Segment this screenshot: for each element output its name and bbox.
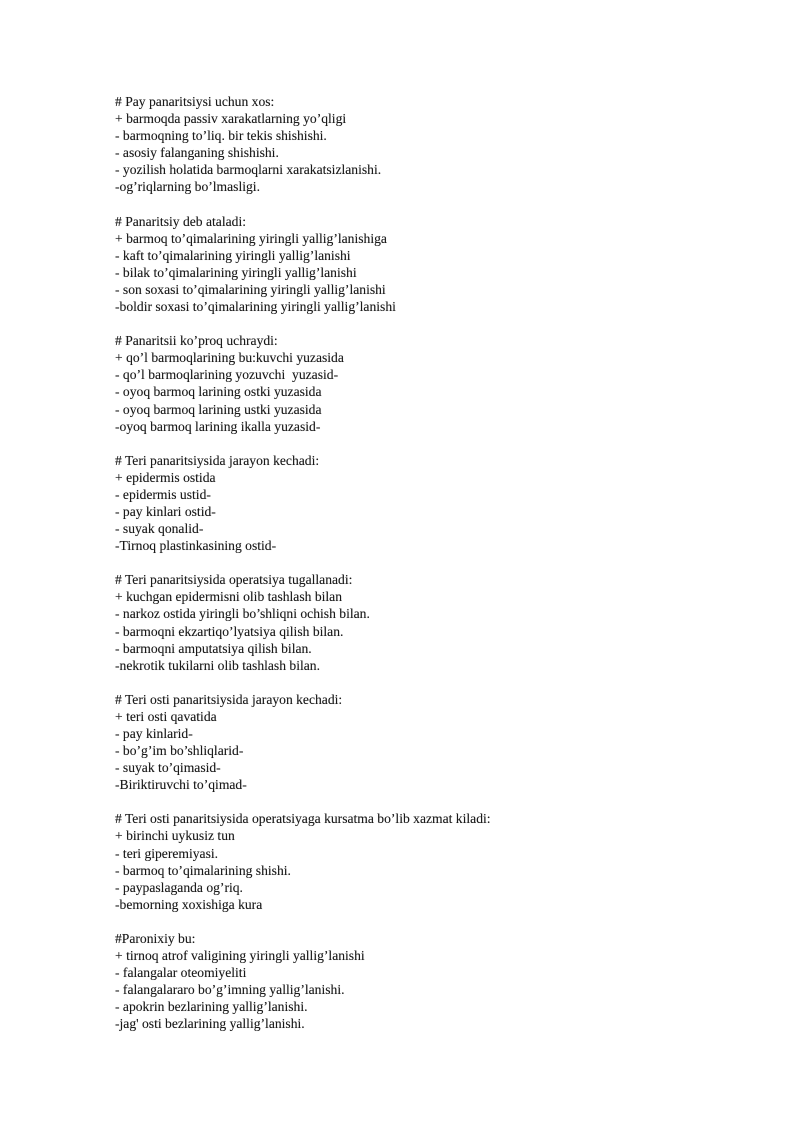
question-block xyxy=(115,213,755,316)
answer-option: - apokrin bezlarining yallig’lanishi. xyxy=(115,999,308,1015)
correct-answer: + qo’l barmoqlarining bu:kuvchi yuzasida xyxy=(115,350,344,366)
document-page xyxy=(115,93,755,1050)
answer-option: - falangalar oteomiyeliti xyxy=(115,965,247,981)
answer-option: - barmoq to’qimalarining shishi. xyxy=(115,862,291,878)
answer-option: - paypaslaganda og’riq. xyxy=(115,879,243,895)
answer-option: -nekrotik tukilarni olib tashlash bilan. xyxy=(115,657,321,673)
answer-option: - kaft to’qimalarining yiringli yallig’lanishi xyxy=(115,247,351,263)
answer-option: -og’riqlarning bo’lmasligi. xyxy=(115,179,260,195)
answer-option: - suyak qonalid- xyxy=(115,521,204,537)
answer-option: - barmoqni amputatsiya qilish bilan. xyxy=(115,640,312,656)
answer-option: - barmoqning to’liq. bir tekis shishishi. xyxy=(115,128,327,144)
correct-answer: + barmoqda passiv xarakatlarning yo’qligi xyxy=(115,111,347,127)
answer-option: - bo’g’im bo’shliqlarid- xyxy=(115,743,244,759)
answer-option: -oyoq barmoq larining ikalla yuzasid- xyxy=(115,418,321,434)
answer-option: - yozilish holatida barmoqlarni xarakatsizlanishi. xyxy=(115,162,382,178)
question-text: # Panaritsiy deb ataladi: xyxy=(115,213,246,229)
question-text: # Teri osti panaritsiysida operatsiyaga kursatma bo’lib xazmat kiladi: xyxy=(115,811,491,827)
answer-option: - oyoq barmoq larining ostki yuzasida xyxy=(115,384,322,400)
answer-option: - pay kinlari ostid- xyxy=(115,503,216,519)
correct-answer: + tirnoq atrof valigining yiringli yallig’lanishi xyxy=(115,948,365,964)
question-block xyxy=(115,452,755,555)
question-text: # Panaritsii ko’proq uchraydi: xyxy=(115,333,278,349)
question-block xyxy=(115,571,755,674)
correct-answer: + epidermis ostida xyxy=(115,469,216,485)
answer-option: - qo’l barmoqlarining yozuvchi yuzasid- xyxy=(115,367,339,383)
answer-option: - falangalararo bo’g’imning yallig’lanishi. xyxy=(115,982,345,998)
question-text: # Teri osti panaritsiysida jarayon kechadi: xyxy=(115,691,343,707)
answer-option: -bemorning xoxishiga kura xyxy=(115,896,263,912)
correct-answer: + teri osti qavatida xyxy=(115,708,217,724)
answer-option: - epidermis ustid- xyxy=(115,486,211,502)
question-text: # Pay panaritsiysi uchun xos: xyxy=(115,94,275,109)
question-block xyxy=(115,930,755,1033)
question-block xyxy=(115,332,755,435)
answer-option: - pay kinlarid- xyxy=(115,726,193,741)
answer-option: - son soxasi to’qimalarining yiringli yallig’lanishi xyxy=(115,281,386,297)
answer-option: -boldir soxasi to’qimalarining yiringli yallig’lanishi xyxy=(115,299,396,315)
question-text: # Teri panaritsiysida operatsiya tugallanadi: xyxy=(115,572,353,588)
answer-option: - narkoz ostida yiringli bo’shliqni ochish bilan. xyxy=(115,606,370,622)
question-text: #Paronixiy bu: xyxy=(115,930,196,946)
answer-option: - oyoq barmoq larining ustki yuzasida xyxy=(115,401,322,417)
answer-option: -jag' osti bezlarining yallig’lanishi. xyxy=(115,1016,305,1032)
correct-answer: + kuchgan epidermisni olib tashlash bilan xyxy=(115,589,343,605)
answer-option: - barmoqni ekzartiqo’lyatsiya qilish bilan. xyxy=(115,623,344,639)
answer-option: - teri giperemiyasi. xyxy=(115,845,219,861)
answer-option: -Tirnoq plastinkasining ostid- xyxy=(115,538,277,554)
question-block xyxy=(115,810,755,913)
correct-answer: + barmoq to’qimalarining yiringli yallig’lanishiga xyxy=(115,230,387,246)
answer-option: - asosiy falanganing shishishi. xyxy=(115,145,279,161)
question-text: # Teri panaritsiysida jarayon kechadi: xyxy=(115,452,320,468)
answer-option: -Biriktiruvchi to’qimad- xyxy=(115,777,247,793)
question-block xyxy=(115,691,755,794)
question-block xyxy=(115,93,755,196)
answer-option: - bilak to’qimalarining yiringli yallig’lanishi xyxy=(115,264,357,280)
answer-option: - suyak to’qimasid- xyxy=(115,760,221,776)
correct-answer: + birinchi uykusiz tun xyxy=(115,828,235,844)
